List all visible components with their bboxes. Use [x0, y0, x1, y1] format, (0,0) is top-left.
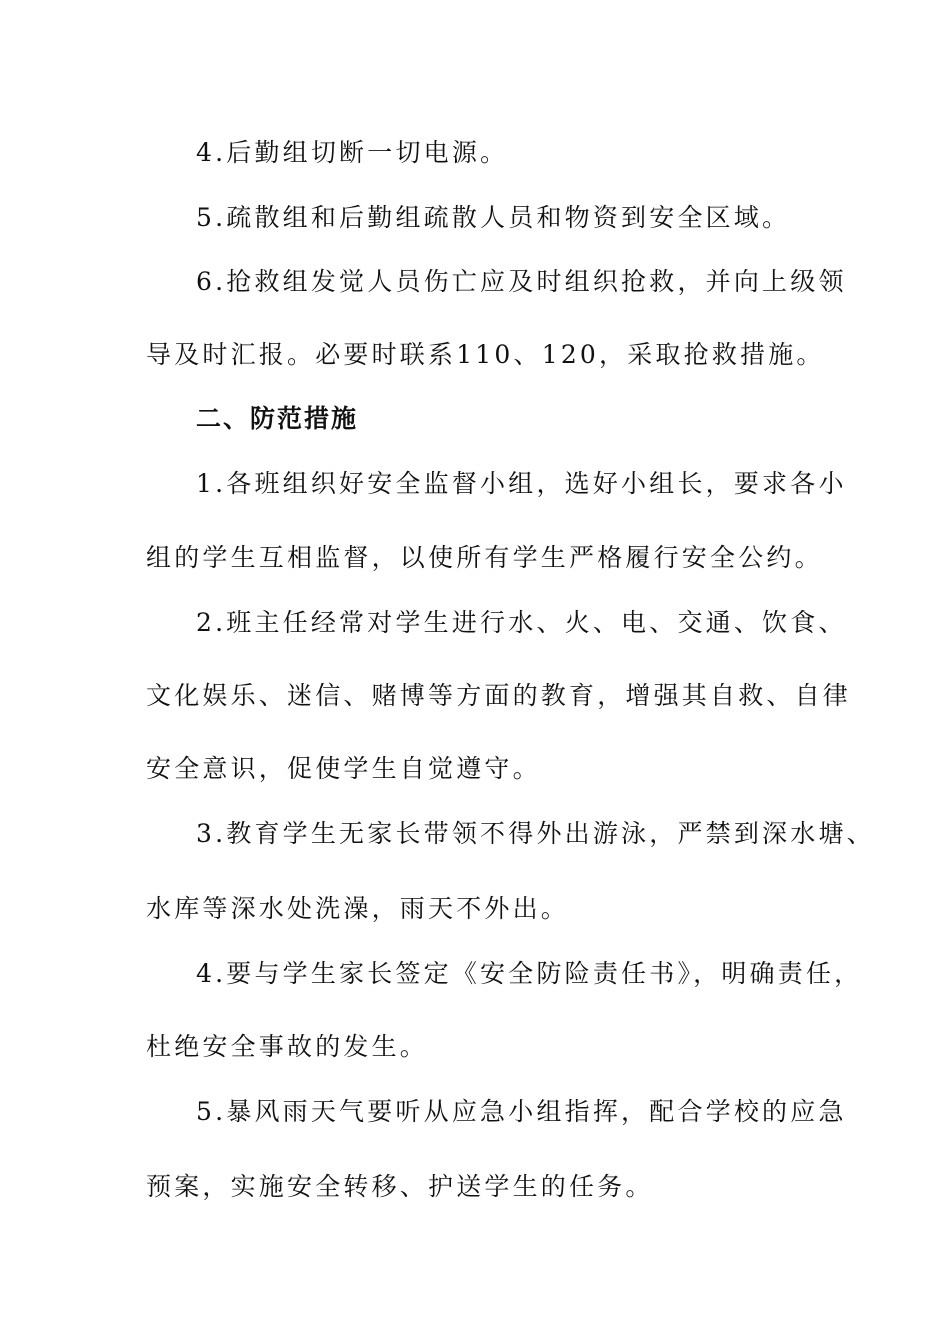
paragraph-line: 预案，实施安全转移、护送学生的任务。: [146, 1172, 654, 1201]
paragraph-line: 3.教育学生无家长带领不得外出游泳，严禁到深水塘、: [196, 819, 875, 848]
paragraph-line: 1.各班组织好安全监督小组，选好小组长，要求各小: [196, 469, 847, 498]
paragraph-line: 导及时汇报。必要时联系110、120，采取抢救措施。: [146, 340, 825, 369]
section-heading: 二、防范措施: [196, 404, 359, 433]
paragraph-line: 4.要与学生家长签定《安全防险责任书》，明确责任，: [196, 959, 863, 988]
paragraph-line: 文化娱乐、迷信、赌博等方面的教育，增强其自救、自律: [146, 681, 852, 710]
paragraph-line: 组的学生互相监督，以使所有学生严格履行安全公约。: [146, 543, 823, 572]
paragraph-line: 2.班主任经常对学生进行水、火、电、交通、饮食、: [196, 608, 847, 637]
paragraph-line: 4.后勤组切断一切电源。: [196, 138, 509, 167]
paragraph-line: 安全意识，促使学生自觉遵守。: [146, 754, 541, 783]
paragraph-line: 杜绝安全事故的发生。: [146, 1032, 429, 1061]
paragraph-line: 6.抢救组发觉人员伤亡应及时组织抢救，并向上级领: [196, 267, 847, 296]
paragraph-line: 5.疏散组和后勤组疏散人员和物资到安全区域。: [196, 203, 791, 232]
paragraph-line: 水库等深水处洗澡，雨天不外出。: [146, 894, 570, 923]
paragraph-line: 5.暴风雨天气要听从应急小组指挥，配合学校的应急: [196, 1097, 847, 1126]
